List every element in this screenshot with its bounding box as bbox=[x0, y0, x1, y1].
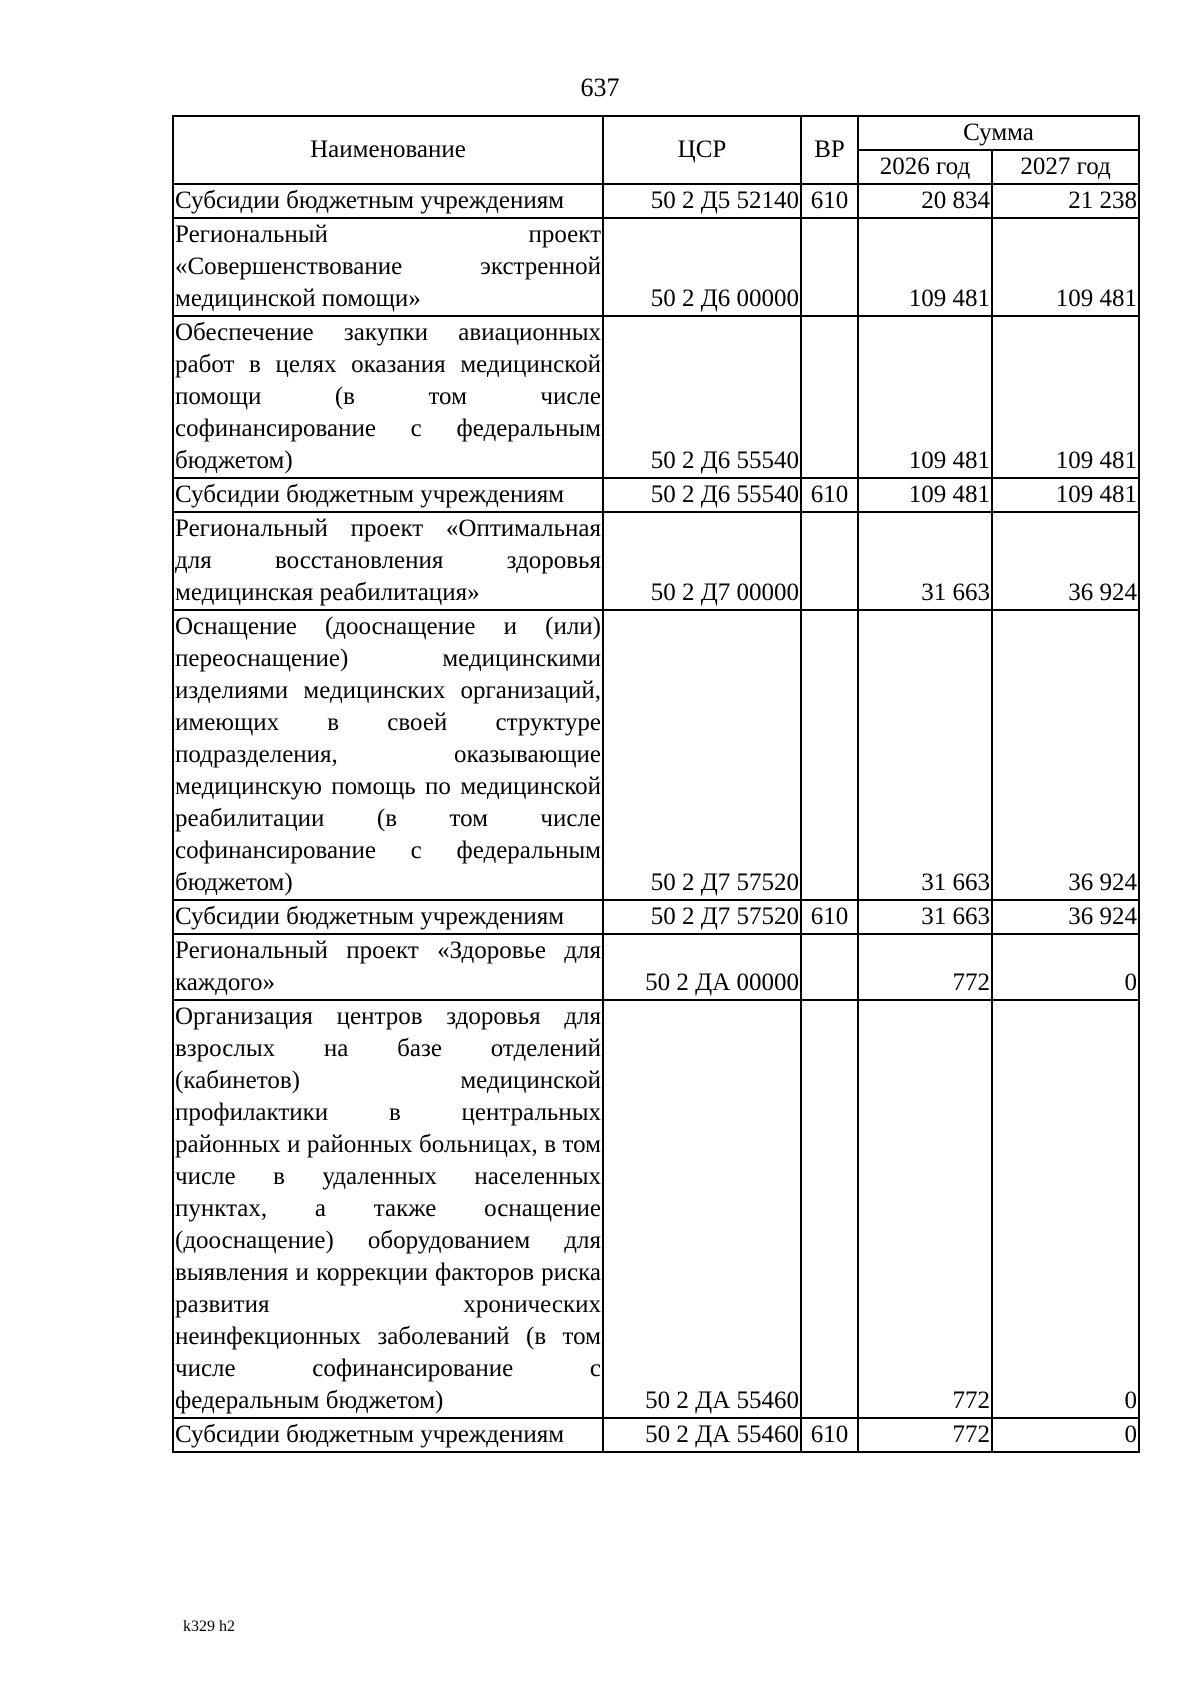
table-row bbox=[173, 478, 1139, 512]
row-name: Субсидии бюджетным учреждениям bbox=[173, 900, 603, 934]
table-row bbox=[173, 316, 1139, 478]
row-sum-2027: 36 924 bbox=[992, 900, 1139, 934]
row-vr bbox=[801, 512, 858, 610]
table-row bbox=[173, 1000, 1139, 1418]
footer-document-code: k329 h2 bbox=[183, 1618, 235, 1635]
row-vr: 610 bbox=[801, 1418, 858, 1452]
row-name: Субсидии бюджетным учреждениям bbox=[173, 478, 603, 512]
row-csr: 50 2 Д6 55540 bbox=[603, 316, 801, 478]
row-sum-2027: 36 924 bbox=[992, 610, 1139, 900]
row-sum-2027: 109 481 bbox=[992, 218, 1139, 316]
row-sum-2027: 109 481 bbox=[992, 316, 1139, 478]
row-csr: 50 2 Д7 00000 bbox=[603, 512, 801, 610]
row-sum-2026: 20 834 bbox=[858, 184, 992, 218]
row-csr: 50 2 ДА 55460 bbox=[603, 1418, 801, 1452]
table-row bbox=[173, 934, 1139, 1000]
row-name: Региональный проект «Оптимальная для восстановления здоровья медицинская реабилитация» bbox=[173, 512, 603, 610]
header-name: Наименование bbox=[173, 116, 603, 184]
row-sum-2027: 109 481 bbox=[992, 478, 1139, 512]
row-sum-2026: 109 481 bbox=[858, 218, 992, 316]
row-vr bbox=[801, 934, 858, 1000]
row-sum-2026: 772 bbox=[858, 934, 992, 1000]
table-row bbox=[173, 900, 1139, 934]
row-sum-2026: 772 bbox=[858, 1418, 992, 1452]
row-sum-2027: 0 bbox=[992, 934, 1139, 1000]
page-number: 637 bbox=[580, 73, 620, 102]
row-vr bbox=[801, 1000, 858, 1418]
table-row bbox=[173, 218, 1139, 316]
row-csr: 50 2 Д6 55540 bbox=[603, 478, 801, 512]
row-csr: 50 2 Д7 57520 bbox=[603, 610, 801, 900]
row-vr bbox=[801, 218, 858, 316]
row-sum-2027: 0 bbox=[992, 1000, 1139, 1418]
row-vr: 610 bbox=[801, 900, 858, 934]
row-sum-2026: 31 663 bbox=[858, 512, 992, 610]
table-row bbox=[173, 512, 1139, 610]
row-vr bbox=[801, 316, 858, 478]
row-sum-2027: 0 bbox=[992, 1418, 1139, 1452]
row-name: Субсидии бюджетным учреждениям bbox=[173, 1418, 603, 1452]
row-vr bbox=[801, 610, 858, 900]
table-body bbox=[173, 184, 1139, 1452]
row-csr: 50 2 ДА 00000 bbox=[603, 934, 801, 1000]
header-year-2026: 2026 год bbox=[858, 150, 992, 184]
header-year-2027: 2027 год bbox=[992, 150, 1139, 184]
table-row bbox=[173, 1418, 1139, 1452]
row-name: Региональный проект «Совершенствование экстренной медицинской помощи» bbox=[173, 218, 603, 316]
row-csr: 50 2 ДА 55460 bbox=[603, 1000, 801, 1418]
row-csr: 50 2 Д7 57520 bbox=[603, 900, 801, 934]
table-header bbox=[173, 116, 1139, 184]
row-sum-2026: 109 481 bbox=[858, 478, 992, 512]
row-sum-2027: 21 238 bbox=[992, 184, 1139, 218]
budget-table bbox=[172, 115, 1140, 1453]
row-vr: 610 bbox=[801, 478, 858, 512]
header-csr: ЦСР bbox=[603, 116, 801, 184]
row-name: Оснащение (дооснащение и (или) переоснащение) медицинскими изделиями медицинских организаций, имеющих в своей структуре подразделения, оказывающие медицинскую помощь по медицинской реабилитации (в том числе софинансирование с федеральным бюджетом) bbox=[173, 610, 603, 900]
row-name: Организация центров здоровья для взрослых на базе отделений (кабинетов) медицинской профилактики в центральных районных и районных больницах, в том числе в удаленных населенных пунктах, а также оснащение (дооснащение) оборудованием для выявления и коррекции факторов риска развития хронических неинфекционных заболеваний (в том числе софинансирование с федеральным бюджетом) bbox=[173, 1000, 603, 1418]
row-csr: 50 2 Д6 00000 bbox=[603, 218, 801, 316]
row-vr: 610 bbox=[801, 184, 858, 218]
row-sum-2026: 31 663 bbox=[858, 610, 992, 900]
row-sum-2026: 772 bbox=[858, 1000, 992, 1418]
row-sum-2026: 31 663 bbox=[858, 900, 992, 934]
table-row bbox=[173, 184, 1139, 218]
header-vr: ВР bbox=[801, 116, 858, 184]
row-sum-2027: 36 924 bbox=[992, 512, 1139, 610]
row-csr: 50 2 Д5 52140 bbox=[603, 184, 801, 218]
row-name: Региональный проект «Здоровье для каждого» bbox=[173, 934, 603, 1000]
row-sum-2026: 109 481 bbox=[858, 316, 992, 478]
header-sum: Сумма bbox=[858, 116, 1139, 150]
table-row bbox=[173, 610, 1139, 900]
row-name: Обеспечение закупки авиационных работ в целях оказания медицинской помощи (в том числе софинансирование с федеральным бюджетом) bbox=[173, 316, 603, 478]
row-name: Субсидии бюджетным учреждениям bbox=[173, 184, 603, 218]
